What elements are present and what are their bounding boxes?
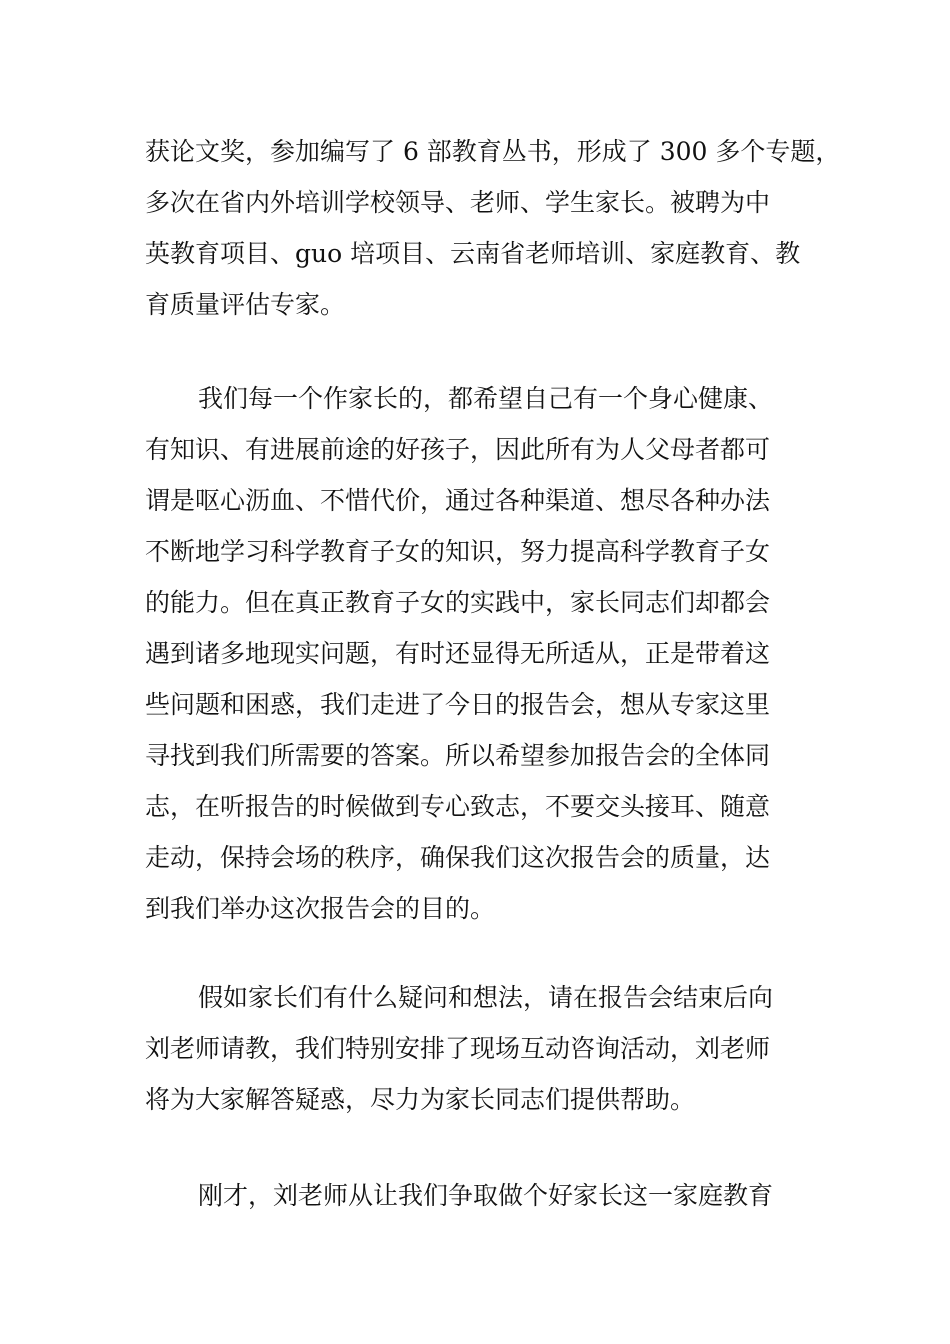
- text-line: 有知识、有进展前途的好孩子，因此所有为人父母者都可: [145, 435, 771, 464]
- text-line: 获论文奖，参加编写了 6 部教育丛书，形成了 300 多个专题，: [145, 137, 841, 166]
- text-line: 到我们举办这次报告会的目的。: [145, 894, 496, 923]
- text-line: 寻找到我们所需要的答案。所以希望参加报告会的全体同: [145, 741, 771, 770]
- text-line: 英教育项目、guo 培项目、云南省老师培训、家庭教育、教: [145, 239, 801, 268]
- text-line: 谓是呕心沥血、不惜代价，通过各种渠道、想尽各种办法: [145, 486, 771, 515]
- paragraph-author-credentials: [145, 126, 841, 330]
- text-line: 不断地学习科学教育子女的知识，努力提高科学教育子女: [145, 537, 771, 566]
- text-line: 志，在听报告的时候做到专心致志，不要交头接耳、随意: [145, 792, 771, 821]
- text-line: 多次在省内外培训学校领导、老师、学生家长。被聘为中: [145, 188, 771, 217]
- text-line: 育质量评估专家。: [145, 290, 346, 319]
- paragraph-parent-expectations: [145, 373, 810, 934]
- text-line: 些问题和困惑，我们走进了今日的报告会，想从专家这里: [145, 690, 771, 719]
- text-line: 将为大家解答疑惑，尽力为家长同志们提供帮助。: [145, 1085, 696, 1114]
- paragraph-closing-start: [145, 1170, 810, 1221]
- text-line: 我们每一个作家长的，都希望自己有一个身心健康、: [198, 384, 774, 413]
- text-line: 的能力。但在真正教育子女的实践中，家长同志们却都会: [145, 588, 771, 617]
- text-line: 走动，保持会场的秩序，确保我们这次报告会的质量，达: [145, 843, 771, 872]
- paragraph-consultation-note: [145, 972, 810, 1125]
- text-line: 假如家长们有什么疑问和想法，请在报告会结束后向: [198, 983, 774, 1012]
- text-line: 刚才，刘老师从让我们争取做个好家长这一家庭教育: [198, 1181, 774, 1210]
- text-line: 刘老师请教，我们特别安排了现场互动咨询活动，刘老师: [145, 1034, 771, 1063]
- text-line: 遇到诸多地现实问题，有时还显得无所适从，正是带着这: [145, 639, 771, 668]
